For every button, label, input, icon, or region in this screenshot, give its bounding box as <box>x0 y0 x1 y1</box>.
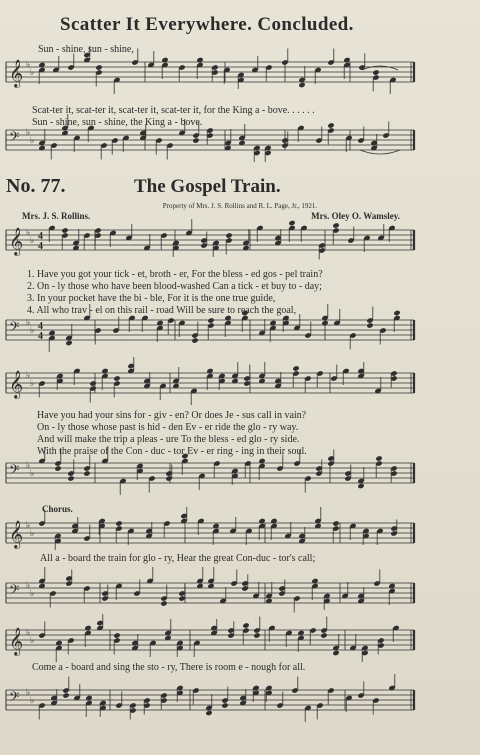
time-signature: 4 <box>38 331 43 342</box>
note-head <box>366 322 373 328</box>
tie <box>360 150 400 154</box>
hymn-title: The Gospel Train. <box>134 176 281 197</box>
copyright-notice: Property of Mrs. J. S. Rollins and R. L. Page, Jr., 1921. <box>162 202 318 210</box>
note-head <box>67 475 74 481</box>
treble-clef: 𝄞 <box>9 520 24 548</box>
bass-clef: 𝄢 <box>9 129 20 148</box>
verse-2-b: On - ly those whose past is hid - den Ev - er ride the glo - ry way. <box>37 422 299 433</box>
verse-1-a: 1. Have you got your tick - et, broth - er, For the bless - ed gos - pel train? <box>27 269 323 280</box>
note-head <box>332 650 339 656</box>
chorus-label: Chorus. <box>42 504 73 514</box>
flat-sign: ♭ <box>30 379 35 389</box>
bass-clef: 𝄢 <box>9 462 20 481</box>
flat-sign: ♭ <box>30 236 35 246</box>
flat-sign: ♭ <box>26 60 31 70</box>
note-head <box>375 455 382 461</box>
bass-clef: 𝄢 <box>9 319 20 338</box>
flat-sign: ♭ <box>26 128 31 138</box>
verse-4-a: 4. All who trav - el on this rail - road Will be sure to reach the goal, <box>27 305 297 316</box>
alto-words: Sun - shine, sun - shine, <box>38 44 134 55</box>
note-head <box>61 227 68 233</box>
note-head <box>83 470 90 476</box>
note-head <box>243 380 250 386</box>
flat-sign: ♭ <box>30 469 35 479</box>
verse-1-b: Have you had your sins for - giv - en? Or does Je - sus call in vain? <box>37 410 307 421</box>
note-head <box>327 122 334 128</box>
note-head <box>357 483 364 489</box>
flat-sign: ♭ <box>26 461 31 471</box>
note-head <box>320 632 327 638</box>
flat-sign: ♭ <box>26 228 31 238</box>
verse-3-b: And will make the trip a pleas - ure To the bless - ed glo - ry side. <box>37 434 300 445</box>
note-head <box>113 632 120 638</box>
note-head <box>54 465 61 471</box>
verse-3-a: 3. In your pocket have the bi - ble, For it is the one true guide, <box>27 293 276 304</box>
composer: Mrs. Oley O. Wamsley. <box>311 211 400 221</box>
flat-sign: ♭ <box>26 628 31 638</box>
bass-clef: 𝄢 <box>9 582 20 601</box>
note-head <box>393 310 400 316</box>
note-head <box>298 82 305 88</box>
hymn-number: No. 77. <box>6 175 66 197</box>
continued-piece-title: Scatter It Everywhere. Concluded. <box>60 14 354 35</box>
note-head <box>207 317 214 323</box>
time-signature: 4 <box>38 231 43 242</box>
note-head <box>95 64 102 70</box>
note-head <box>160 600 167 606</box>
note-head <box>65 340 72 346</box>
note-head <box>62 692 69 698</box>
chorus-line-2: Come a - board and sing the sto - ry, There is room e - nough for all. <box>32 662 306 673</box>
bass-clef: 𝄢 <box>9 689 20 708</box>
bass-words: Sun - shine, sun - shine, the King a - bove. <box>32 117 203 128</box>
note-head <box>191 337 198 343</box>
chorus-line-1: All a - board the train for glo - ry, Hear the great Con-duc - tor's call; <box>40 553 316 564</box>
note-head <box>332 520 339 526</box>
note-head <box>242 622 249 628</box>
note-head <box>192 137 199 143</box>
flat-sign: ♭ <box>26 521 31 531</box>
treble-clef: 𝄞 <box>9 370 24 398</box>
flat-sign: ♭ <box>30 68 35 78</box>
flat-sign: ♭ <box>26 318 31 328</box>
verse-2-a: 2. On - ly those who have been blood-washed Can a tick - et buy to - day; <box>27 281 322 292</box>
note-head <box>253 632 260 638</box>
flat-sign: ♭ <box>26 371 31 381</box>
flat-sign: ♭ <box>30 136 35 146</box>
note-head <box>205 710 212 716</box>
note-head <box>225 232 232 238</box>
flat-sign: ♭ <box>30 589 35 599</box>
time-signature: 4 <box>38 241 43 252</box>
verse-4-b: With the praise of the Con - duc - tor Ev - er ring - ing in their soul. <box>37 446 307 457</box>
treble-clef: 𝄞 <box>9 627 24 655</box>
flat-sign: ♭ <box>30 529 35 539</box>
flat-sign: ♭ <box>30 696 35 706</box>
verse-line: Scat-ter it, scat-ter it, scat-ter it, scat-ter it, for the King a - bove. . . . . . <box>32 105 315 116</box>
note-head <box>221 702 228 708</box>
lyricist: Mrs. J. S. Rollins. <box>22 211 91 221</box>
flat-sign: ♭ <box>26 581 31 591</box>
note-head <box>292 365 299 371</box>
flat-sign: ♭ <box>30 326 35 336</box>
note-head <box>332 222 339 228</box>
flat-sign: ♭ <box>30 636 35 646</box>
treble-clef: 𝄞 <box>9 59 24 87</box>
note-head <box>89 380 96 386</box>
note-head <box>372 69 379 75</box>
note-head <box>288 220 295 226</box>
time-signature: 4 <box>38 321 43 332</box>
note-head <box>113 375 120 381</box>
note-head <box>115 520 122 526</box>
treble-clef: 𝄞 <box>9 227 24 255</box>
flat-sign: ♭ <box>26 688 31 698</box>
